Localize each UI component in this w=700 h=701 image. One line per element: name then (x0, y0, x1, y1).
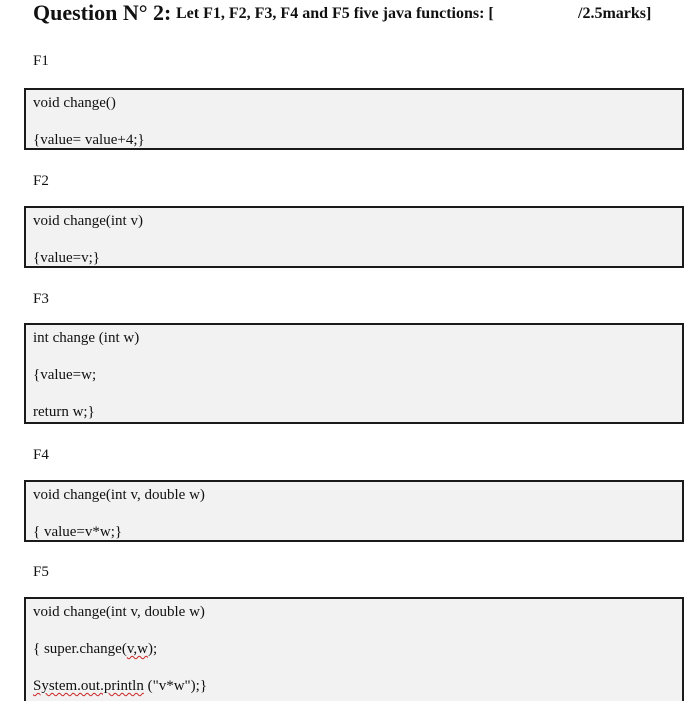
spellcheck-underlined-text: System.out.println (33, 678, 144, 694)
function-label-f3: F3 (33, 291, 49, 307)
code-line: { value=v*w;} (33, 524, 123, 540)
function-label-f4: F4 (33, 447, 49, 463)
code-line: {value= value+4;} (33, 132, 145, 148)
code-line: void change(int v, double w) (33, 487, 205, 503)
code-text: { super.change( (33, 641, 127, 657)
function-label-f2: F2 (33, 173, 49, 189)
code-line: {value=v;} (33, 250, 101, 266)
question-text: Let F1, F2, F3, F4 and F5 five java functions: [ (176, 5, 494, 22)
code-line: void change() (33, 95, 116, 111)
function-label-f1: F1 (33, 53, 49, 69)
code-text: ("v*w");} (143, 678, 208, 694)
code-text: ); (147, 641, 158, 657)
spellcheck-underlined-text: v,w (126, 641, 148, 657)
code-line (33, 677, 207, 695)
code-line: {value=w; (33, 367, 97, 383)
question-marks: /2.5marks] (578, 5, 652, 22)
question-header (33, 0, 673, 28)
code-line: return w;} (33, 404, 95, 420)
code-line: int change (int w) (33, 330, 140, 346)
code-box-f3 (24, 323, 684, 424)
code-line (33, 640, 157, 658)
code-box-f5 (24, 597, 684, 701)
code-box-f1 (24, 88, 684, 150)
code-box-f4 (24, 480, 684, 542)
code-box-f2 (24, 206, 684, 268)
question-title: Question N° 2: (33, 0, 172, 25)
function-label-f5: F5 (33, 564, 49, 580)
code-line: void change(int v, double w) (33, 604, 205, 620)
code-line: void change(int v) (33, 213, 143, 229)
